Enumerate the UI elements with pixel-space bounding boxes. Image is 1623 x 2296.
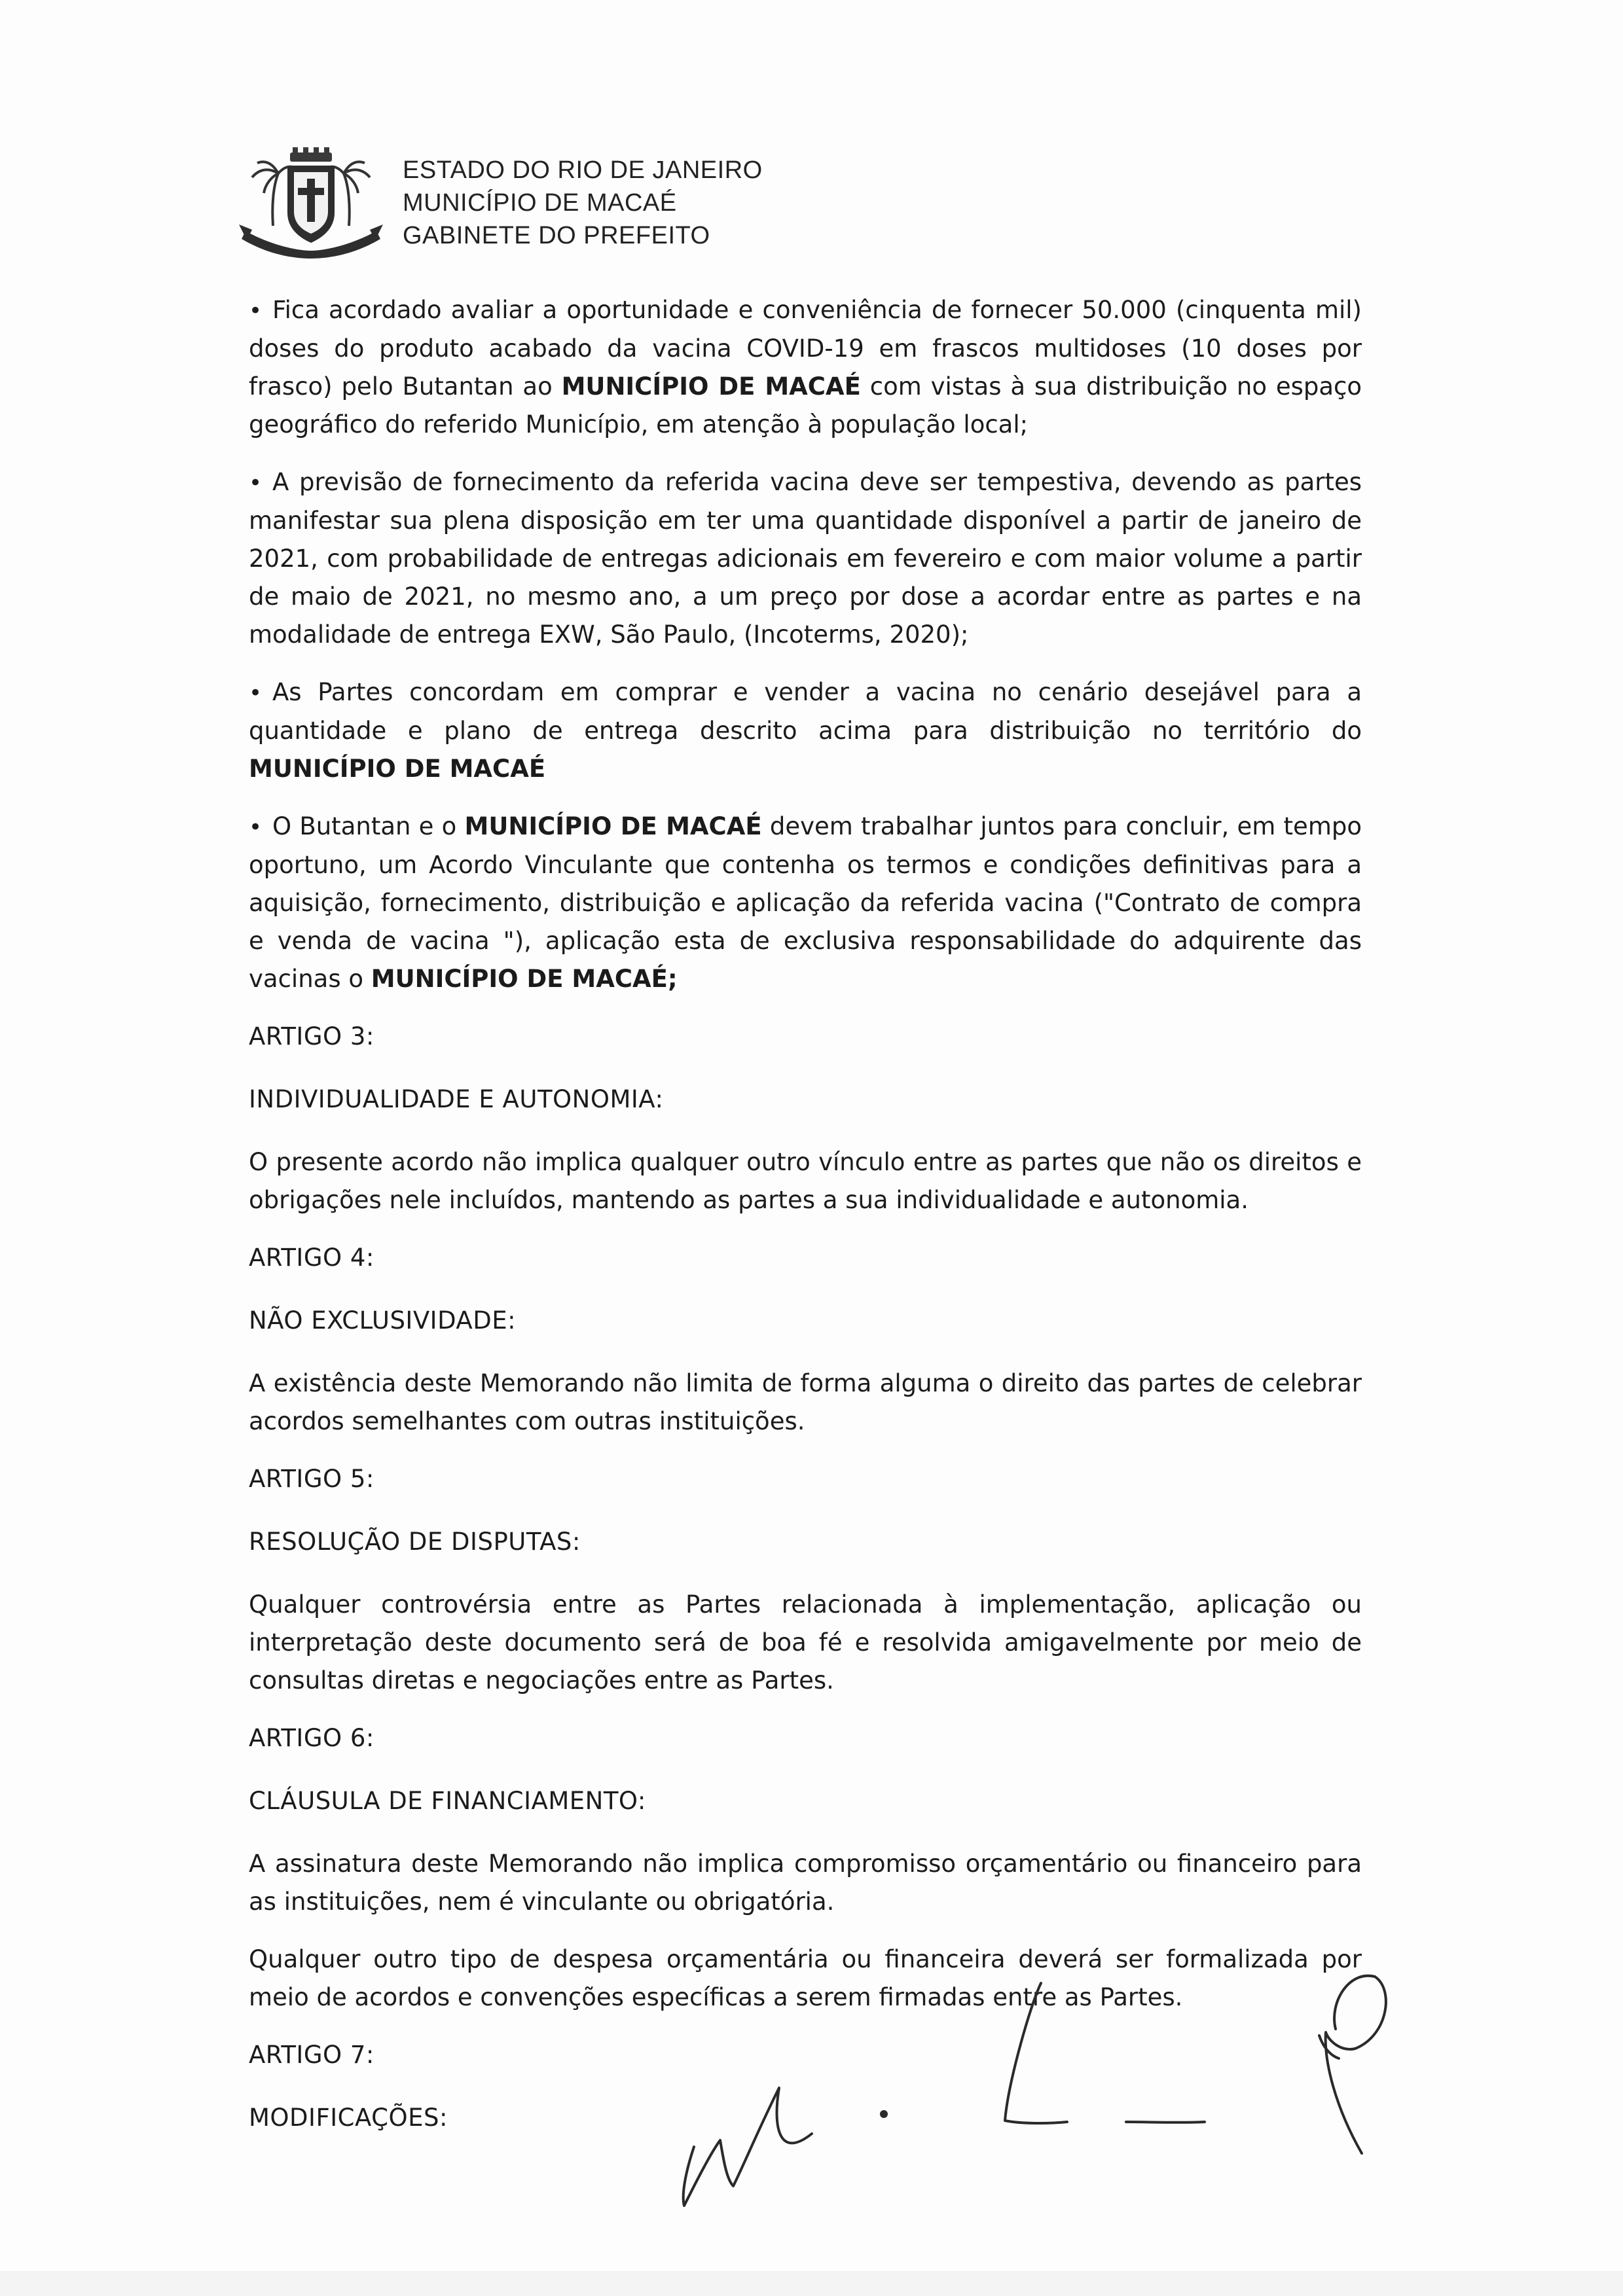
letterhead-office: GABINETE DO PREFEITO (403, 222, 710, 249)
coat-of-arms-icon (232, 147, 390, 259)
signature-dot (881, 2111, 886, 2117)
signature-mark (1126, 2122, 1205, 2123)
letterhead-text (403, 154, 763, 252)
signature-mark (684, 2088, 812, 2206)
article-number: ARTIGO 7: (249, 2041, 374, 2069)
letterhead-municipality: MUNICÍPIO DE MACAÉ (403, 189, 677, 217)
signature-mark (1326, 1976, 1386, 2153)
signature-mark (1005, 1983, 1067, 2123)
letterhead-state: ESTADO DO RIO DE JANEIRO (403, 156, 763, 184)
article-paragraph: Qualquer controvérsia entre as Partes relacionada à implementação, aplicação ou interpretação deste documento será de boa fé e resolvida amigavelmente por meio de consultas diretas e negociações entre as Partes. (249, 1590, 1362, 1695)
article-paragraph: O presente acordo não implica qualquer outro vínculo entre as partes que não os direitos e obrigações nele incluídos, mantendo as partes a sua individualidade e autonomia. (249, 1148, 1362, 1214)
article-number: ARTIGO 4: (249, 1244, 374, 1272)
bullet-paragraph: • O Butantan e o MUNICÍPIO DE MACAÉ devem trabalhar juntos para concluir, em tempo oportuno, um Acordo Vinculante que contenha os termos e condições definitivas para a aquisição, fornecimento, distribuição e aplicação da referida vacina ("Contrato de compra e venda de vacina "), aplicação esta de exclusiva responsabilidade do adquirente das vacinas o MUNICÍPIO DE MACAÉ; (249, 808, 1362, 998)
article-number: ARTIGO 3: (249, 1022, 374, 1050)
article-paragraph: A existência deste Memorando não limita de forma alguma o direito das partes de celebrar acordos semelhantes com outras instituições. (249, 1369, 1362, 1435)
article-title: RESOLUÇÃO DE DISPUTAS: (249, 1528, 581, 1556)
article-number: ARTIGO 6: (249, 1724, 374, 1752)
article-paragraph: A assinatura deste Memorando não implica compromisso orçamentário ou financeiro para as instituições, nem é vinculante ou obrigatória. (249, 1850, 1362, 1916)
page-bottom-edge (0, 2271, 1623, 2296)
article-title: CLÁUSULA DE FINANCIAMENTO: (249, 1787, 646, 1815)
article-title: NÃO EXCLUSIVIDADE: (249, 1306, 517, 1335)
article-number: ARTIGO 5: (249, 1465, 374, 1493)
article-title: INDIVIDUALIDADE E AUTONOMIA: (249, 1085, 664, 1113)
bullet-paragraph: • A previsão de fornecimento da referida vacina deve ser tempestiva, devendo as partes manifestar sua plena disposição em ter uma quantidade disponível a partir de janeiro de 2021, com probabilidade de entregas adicionais em fevereiro e com maior volume a partir de maio de 2021, no mesmo ano, a um preço por dose a acordar entre as partes e na modalidade de entrega EXW, São Paulo, (Incoterms, 2020); (249, 463, 1362, 654)
letterhead (232, 147, 763, 259)
bullet-paragraph: • As Partes concordam em comprar e vender a vacina no cenário desejável para a quantidade e plano de entrega descrito acima para distribuição no território do MUNICÍPIO DE MACAÉ (249, 673, 1362, 788)
bullet-paragraph: • Fica acordado avaliar a oportunidade e conveniência de fornecer 50.000 (cinquenta mil) doses do produto acabado da vacina COVID-19 em frascos multidoses (10 doses por frasco) pelo Butantan ao MUNICÍPIO DE MACAÉ com vistas à sua distribuição no espaço geográfico do referido Município, em atenção à população local; (249, 291, 1362, 444)
article-title: MODIFICAÇÕES: (249, 2104, 448, 2132)
signature-initials (0, 1931, 1623, 2232)
document-body (249, 291, 1362, 2162)
article-paragraph: Qualquer outro tipo de despesa orçamentária ou financeira deverá ser formalizada por meio de acordos e convenções específicas a serem firmadas entre as Partes. (249, 1945, 1362, 2011)
